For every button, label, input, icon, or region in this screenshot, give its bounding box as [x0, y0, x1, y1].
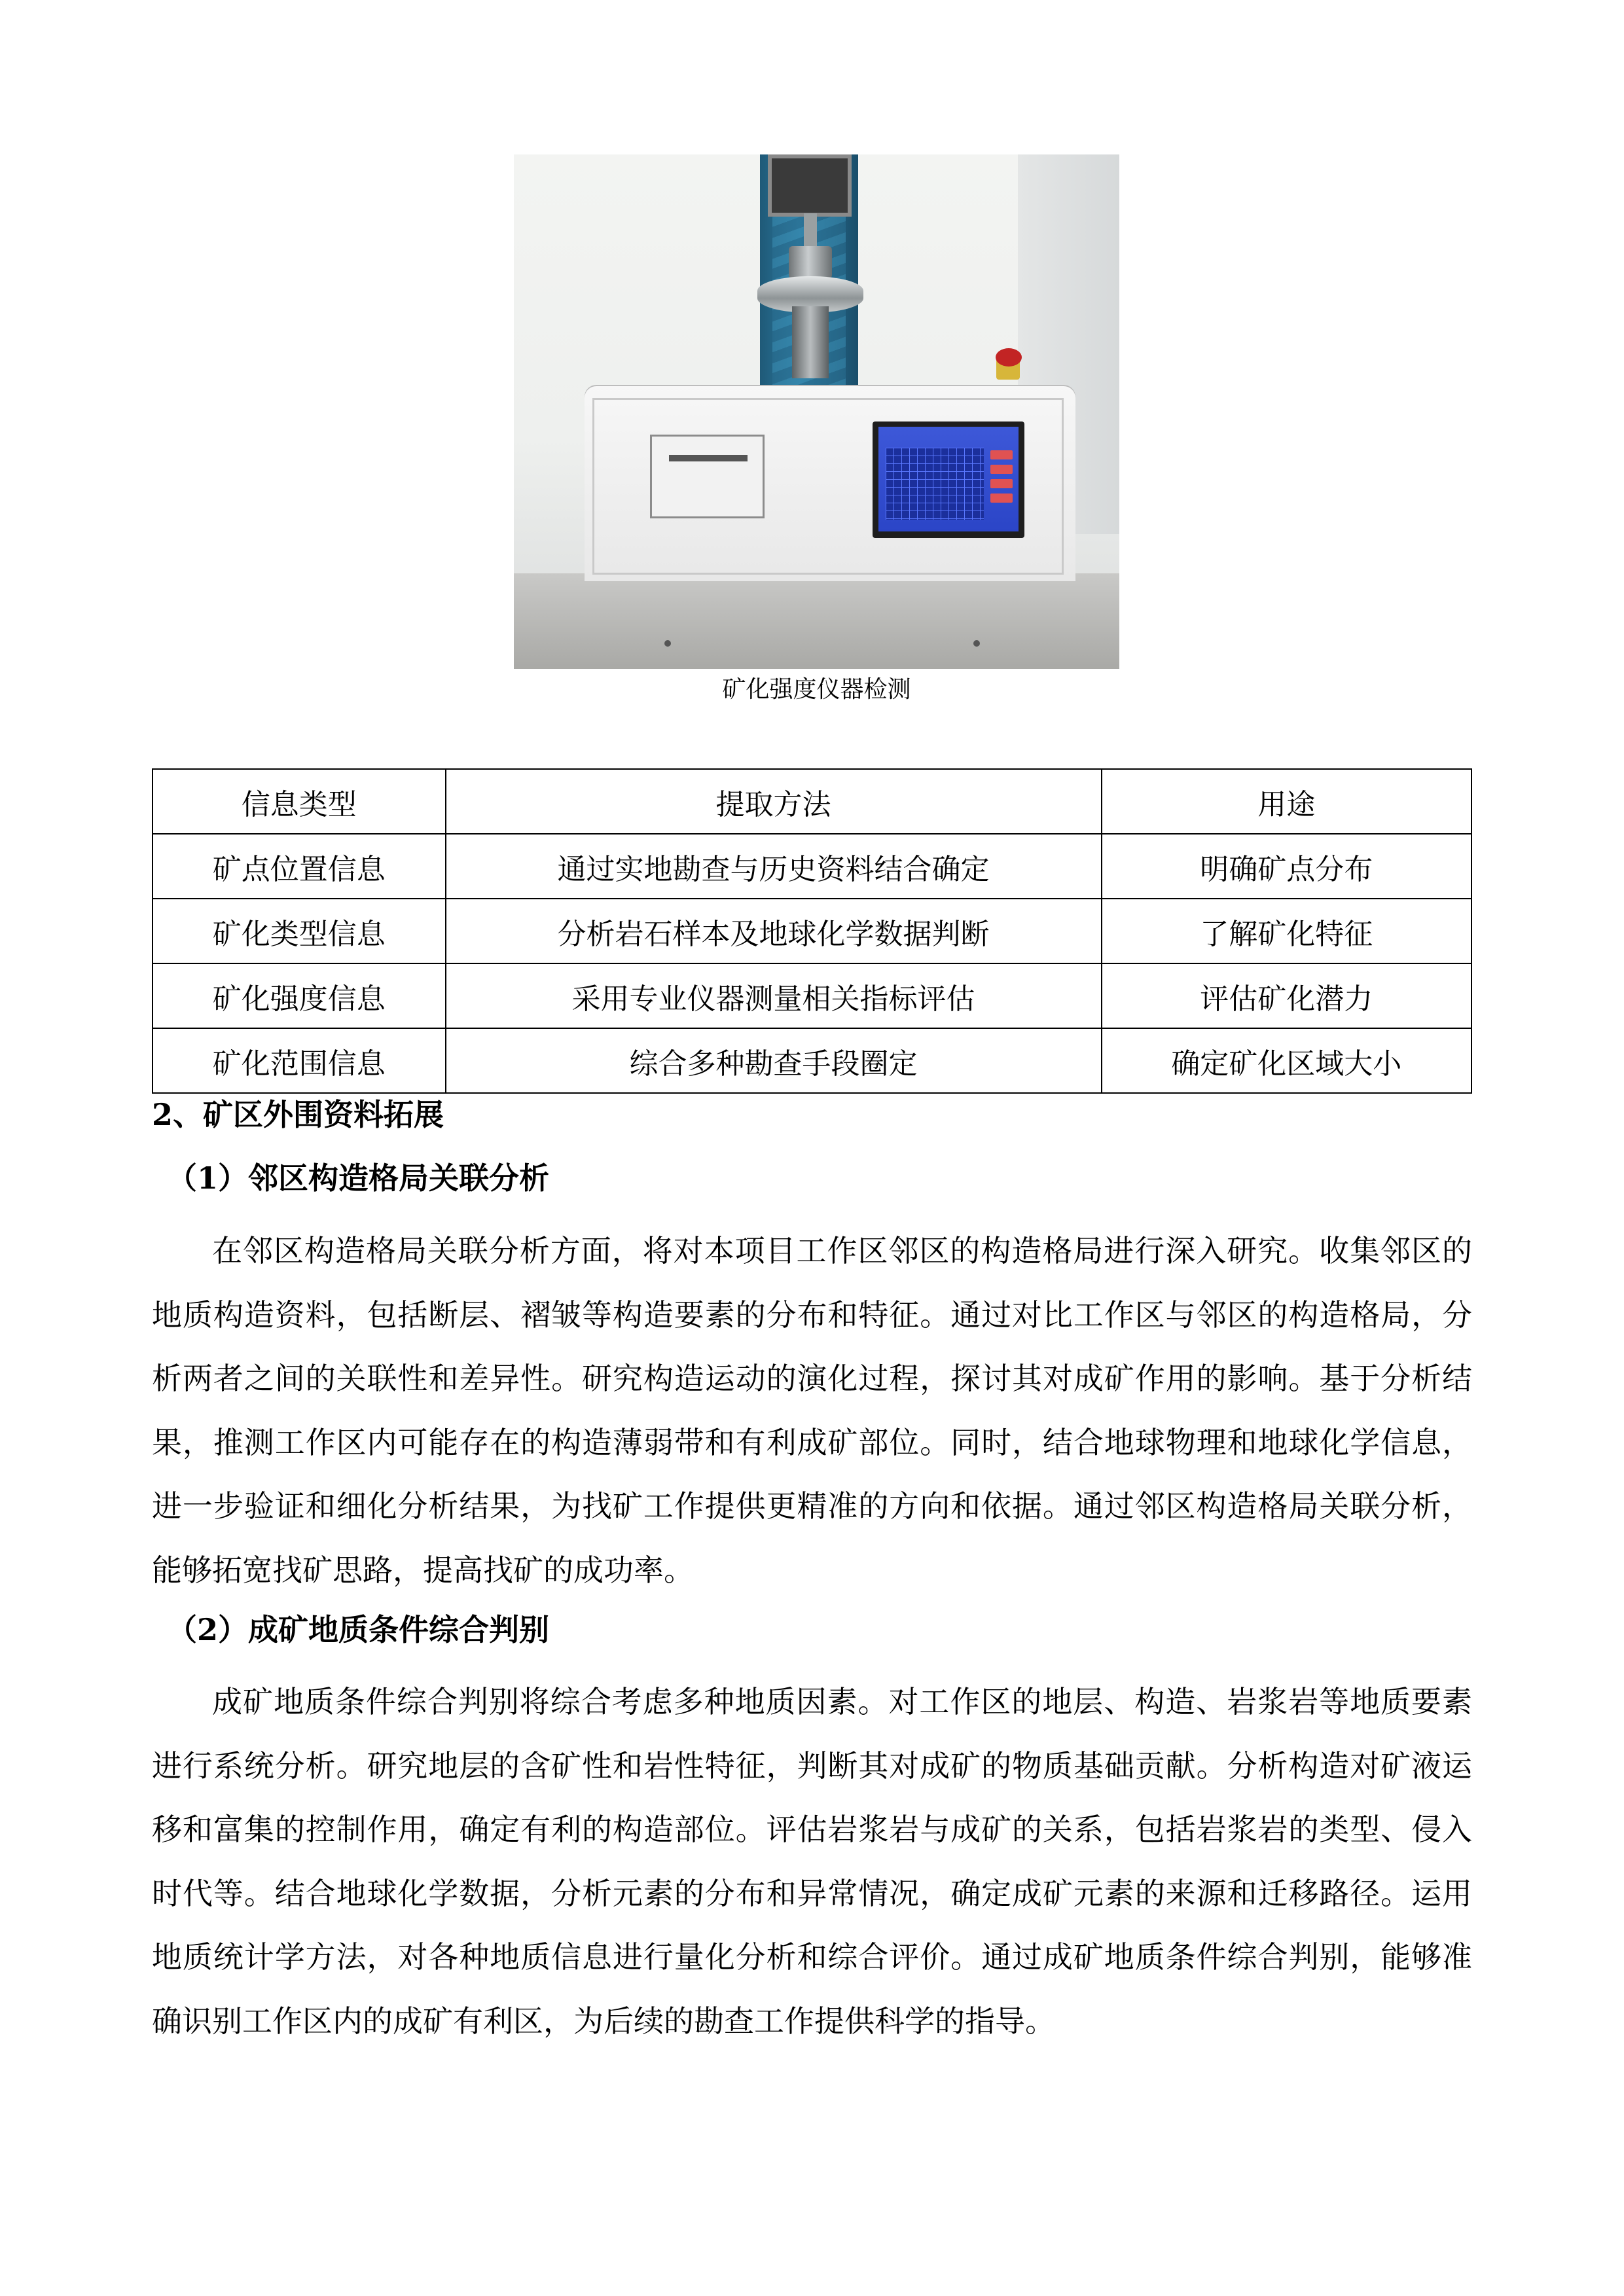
emergency-stop-icon	[996, 348, 1022, 367]
photo-floor	[514, 573, 1119, 669]
subsection-heading-1: （1）邻区构造格局关联分析	[167, 1160, 550, 1196]
table-cell: 矿化强度信息	[153, 963, 446, 1028]
paragraph-2: 成矿地质条件综合判别将综合考虑多种地质因素。对工作区的地层、构造、岩浆岩等地质要素进行系统分析。研究地层的含矿性和岩性特征，判断其对成矿的物质基础贡献。分析构造对矿液运移和富集的控制作用，确定有利的构造部位。评估岩浆岩与成矿的关系，包括岩浆岩的类型、侵入时代等。结合地球化学数据，分析元素的分布和异常情况，确定成矿元素的来源和迁移路径。运用地质统计学方法，对各种地质信息进行量化分析和综合评价。通过成矿地质条件综合判别，能够准确识别工作区内的成矿有利区，为后续的勘查工作提供科学的指导。	[152, 1684, 1472, 2039]
table-header-cell: 用途	[1102, 769, 1471, 834]
table-header-cell: 信息类型	[153, 769, 446, 834]
section-heading: 2、矿区外围资料拓展	[152, 1097, 444, 1132]
table-row	[153, 899, 1471, 963]
instrument-photo	[514, 154, 1119, 669]
table-cell: 矿化类型信息	[153, 899, 446, 963]
table-cell: 评估矿化潜力	[1102, 963, 1471, 1028]
table-cell: 采用专业仪器测量相关指标评估	[446, 963, 1102, 1028]
figure-caption: 矿化强度仪器检测	[722, 676, 911, 703]
screen-button	[990, 450, 1013, 459]
table-cell: 通过实地勘查与历史资料结合确定	[446, 834, 1102, 899]
screen-button	[990, 493, 1013, 503]
table-cell: 综合多种勘查手段圈定	[446, 1028, 1102, 1093]
table-cell: 明确矿点分布	[1102, 834, 1471, 899]
paragraph-1: 在邻区构造格局关联分析方面，将对本项目工作区邻区的构造格局进行深入研究。收集邻区的地质构造资料，包括断层、褶皱等构造要素的分布和特征。通过对比工作区与邻区的构造格局，分析两者之间的关联性和差异性。研究构造运动的演化过程，探讨其对成矿作用的影响。基于分析结果，推测工作区内可能存在的构造薄弱带和有利成矿部位。同时，结合地球物理和地球化学信息，进一步验证和细化分析结果，为找矿工作提供更精准的方向和依据。通过邻区构造格局关联分析，能够拓宽找矿思路，提高找矿的成功率。	[152, 1233, 1472, 1588]
table-row	[153, 834, 1471, 899]
info-table	[152, 768, 1472, 1094]
table-row	[153, 963, 1471, 1028]
table-cell: 确定矿化区域大小	[1102, 1028, 1471, 1093]
printer-icon	[650, 435, 765, 518]
screw-icon	[973, 640, 980, 647]
table-header-row	[153, 769, 1471, 834]
screen-button	[990, 465, 1013, 474]
screw-icon	[664, 640, 671, 647]
subsection-heading-2: （2）成矿地质条件综合判别	[167, 1612, 550, 1647]
upper-clamp	[789, 246, 832, 279]
table-cell: 了解矿化特征	[1102, 899, 1471, 963]
table-cell: 分析岩石样本及地球化学数据判断	[446, 899, 1102, 963]
touchscreen-chart-grid	[886, 448, 984, 520]
lower-shaft	[792, 306, 829, 378]
table-cell: 矿化范围信息	[153, 1028, 446, 1093]
load-frame	[768, 154, 852, 217]
table-cell: 矿点位置信息	[153, 834, 446, 899]
printer-slot	[669, 455, 748, 461]
table-header-cell: 提取方法	[446, 769, 1102, 834]
screen-button	[990, 479, 1013, 488]
table-row	[153, 1028, 1471, 1093]
